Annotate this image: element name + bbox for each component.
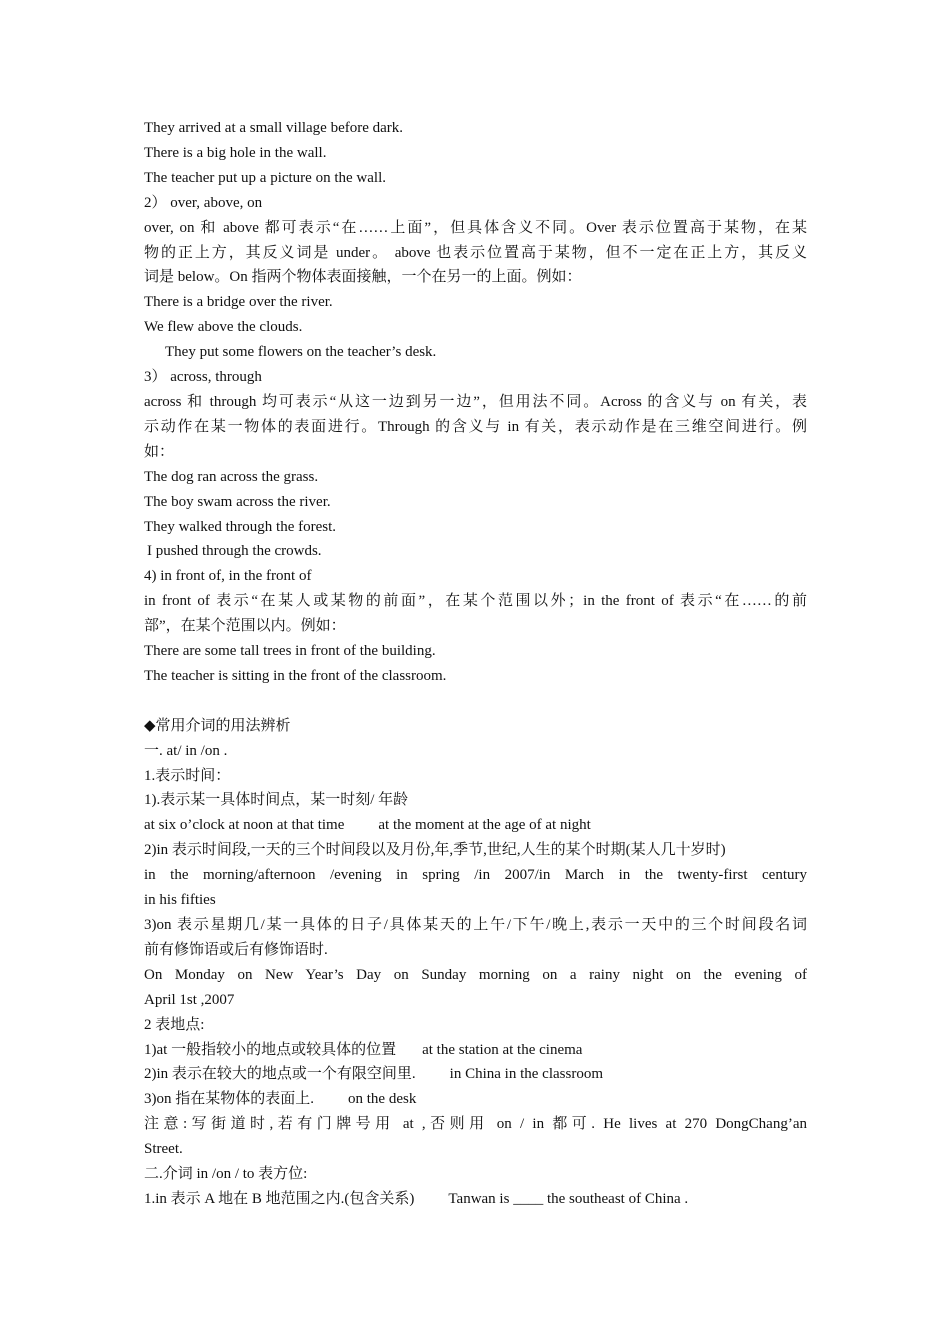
- text-segment: in China in the classroom: [449, 1066, 603, 1083]
- blank-line: [144, 689, 807, 714]
- text-line: 前有修饰语或后有修饰语时.: [144, 941, 328, 958]
- text-segment: 1)at 一般指较小的地点或较具体的位置: [144, 1041, 397, 1058]
- example-sentence: They put some flowers on the teacher’s desk.: [165, 344, 437, 361]
- text-segment: on Sunday morning on a rainy night: [393, 966, 664, 983]
- text-segment: On Monday on New Year’s Day: [144, 966, 382, 983]
- section-heading: 2 表地点:: [144, 1016, 205, 1033]
- text-line: 部”，在某个范围以内。例如：: [144, 618, 346, 635]
- text-line: Street.: [144, 1141, 183, 1158]
- text-line: in his fifties: [144, 892, 216, 909]
- text-line: 词是 below。On 指两个物体表面接触，一个在另一的上面。例如：: [144, 269, 582, 286]
- text-line: in front of 表示“在某人或某物的前面”，在某个范围以外；in the front of 表示“在……的前: [144, 593, 807, 610]
- text-line: across 和 through 均可表示“从这一边到另一边”，但用法不同。Across 的含义与 on 有关，表: [144, 393, 807, 410]
- text-line: 1).表示某一具体时间点，某一时刻/ 年龄: [144, 792, 409, 809]
- document-page: [144, 116, 807, 1212]
- text-line: 3)on 表示星期几/某一具体的日子/具体某天的上午/下午/晚上,表示一天中的三个时间段名词: [144, 916, 807, 933]
- text-segment: in the twenty-first century: [618, 867, 807, 884]
- example-sentence: They walked through the forest.: [144, 518, 337, 535]
- text-line: They arrived at a small village before dark.: [144, 120, 404, 136]
- text-segment: in the morning/afternoon /evening: [144, 867, 382, 884]
- example-sentence: I pushed through the crowds.: [147, 543, 322, 560]
- text-segment: He lives at 270 DongChang’an: [603, 1116, 807, 1133]
- text-line: 2)in 表示时间段,一天的三个时间段以及月份,年,季节,世纪,人生的某个时期(某人几十岁时): [144, 842, 726, 859]
- text-segment: at six o’clock at noon at that time: [144, 817, 345, 834]
- text-line: [144, 963, 807, 988]
- text-line: [144, 1062, 807, 1087]
- example-sentence: The boy swam across the river.: [144, 493, 331, 510]
- text-segment: in spring /in 2007/in March: [396, 867, 605, 884]
- text-line: [144, 1038, 807, 1063]
- section-heading: 3） across, through: [144, 369, 262, 386]
- section-title: ◆常用介词的用法辨析: [144, 717, 291, 734]
- text-line: [144, 863, 807, 888]
- text-line: April 1st ,2007: [144, 991, 235, 1008]
- text-segment: on the desk: [348, 1091, 417, 1108]
- example-sentence: The teacher is sitting in the front of the classroom.: [144, 667, 447, 684]
- text-segment: Tanwan is ____ the southeast of China .: [448, 1190, 689, 1207]
- text-line: The teacher put up a picture on the wall.: [144, 169, 386, 186]
- text-line: 示动作在某一物体的表面进行。Through 的含义与 in 有关，表示动作是在三维空间进行。例: [144, 418, 807, 435]
- text-segment: 注意:写街道时,若有门牌号用 at ,否则用 on / in 都可.: [144, 1116, 596, 1133]
- text-segment: at the moment at the age of at night: [378, 817, 591, 834]
- text-line: 如：: [144, 443, 175, 460]
- text-line: There is a big hole in the wall.: [144, 144, 327, 161]
- text-line: [144, 1187, 807, 1212]
- text-line: [144, 813, 807, 838]
- section-heading: 2） over, above, on: [144, 194, 263, 211]
- text-line: 物的正上方，其反义词是 under。 above 也表示位置高于某物，但不一定在正上方，其反义: [144, 244, 807, 261]
- text-segment: on the evening of: [675, 966, 807, 983]
- text-segment: 2)in 表示在较大的地点或一个有限空间里.: [144, 1066, 416, 1083]
- section-heading: 一. at/ in /on .: [144, 742, 228, 759]
- example-sentence: There is a bridge over the river.: [144, 294, 333, 311]
- section-heading: 二.介词 in /on / to 表方位:: [144, 1166, 308, 1183]
- text-line: [144, 1112, 807, 1137]
- text-segment: 3)on 指在某物体的表面上.: [144, 1091, 314, 1108]
- text-segment: 1.in 表示 A 地在 B 地范围之内.(包含关系): [144, 1190, 415, 1207]
- example-sentence: The dog ran across the grass.: [144, 468, 319, 485]
- text-line: over, on 和 above 都可表示“在……上面”，但具体含义不同。Over 表示位置高于某物，在某: [144, 219, 807, 236]
- section-heading: 4) in front of, in the front of: [144, 568, 312, 585]
- text-line: [144, 1087, 807, 1112]
- example-sentence: There are some tall trees in front of the building.: [144, 643, 436, 660]
- text-segment: at the station at the cinema: [422, 1041, 583, 1058]
- example-sentence: We flew above the clouds.: [144, 319, 303, 336]
- text-line: 1.表示时间：: [144, 767, 231, 784]
